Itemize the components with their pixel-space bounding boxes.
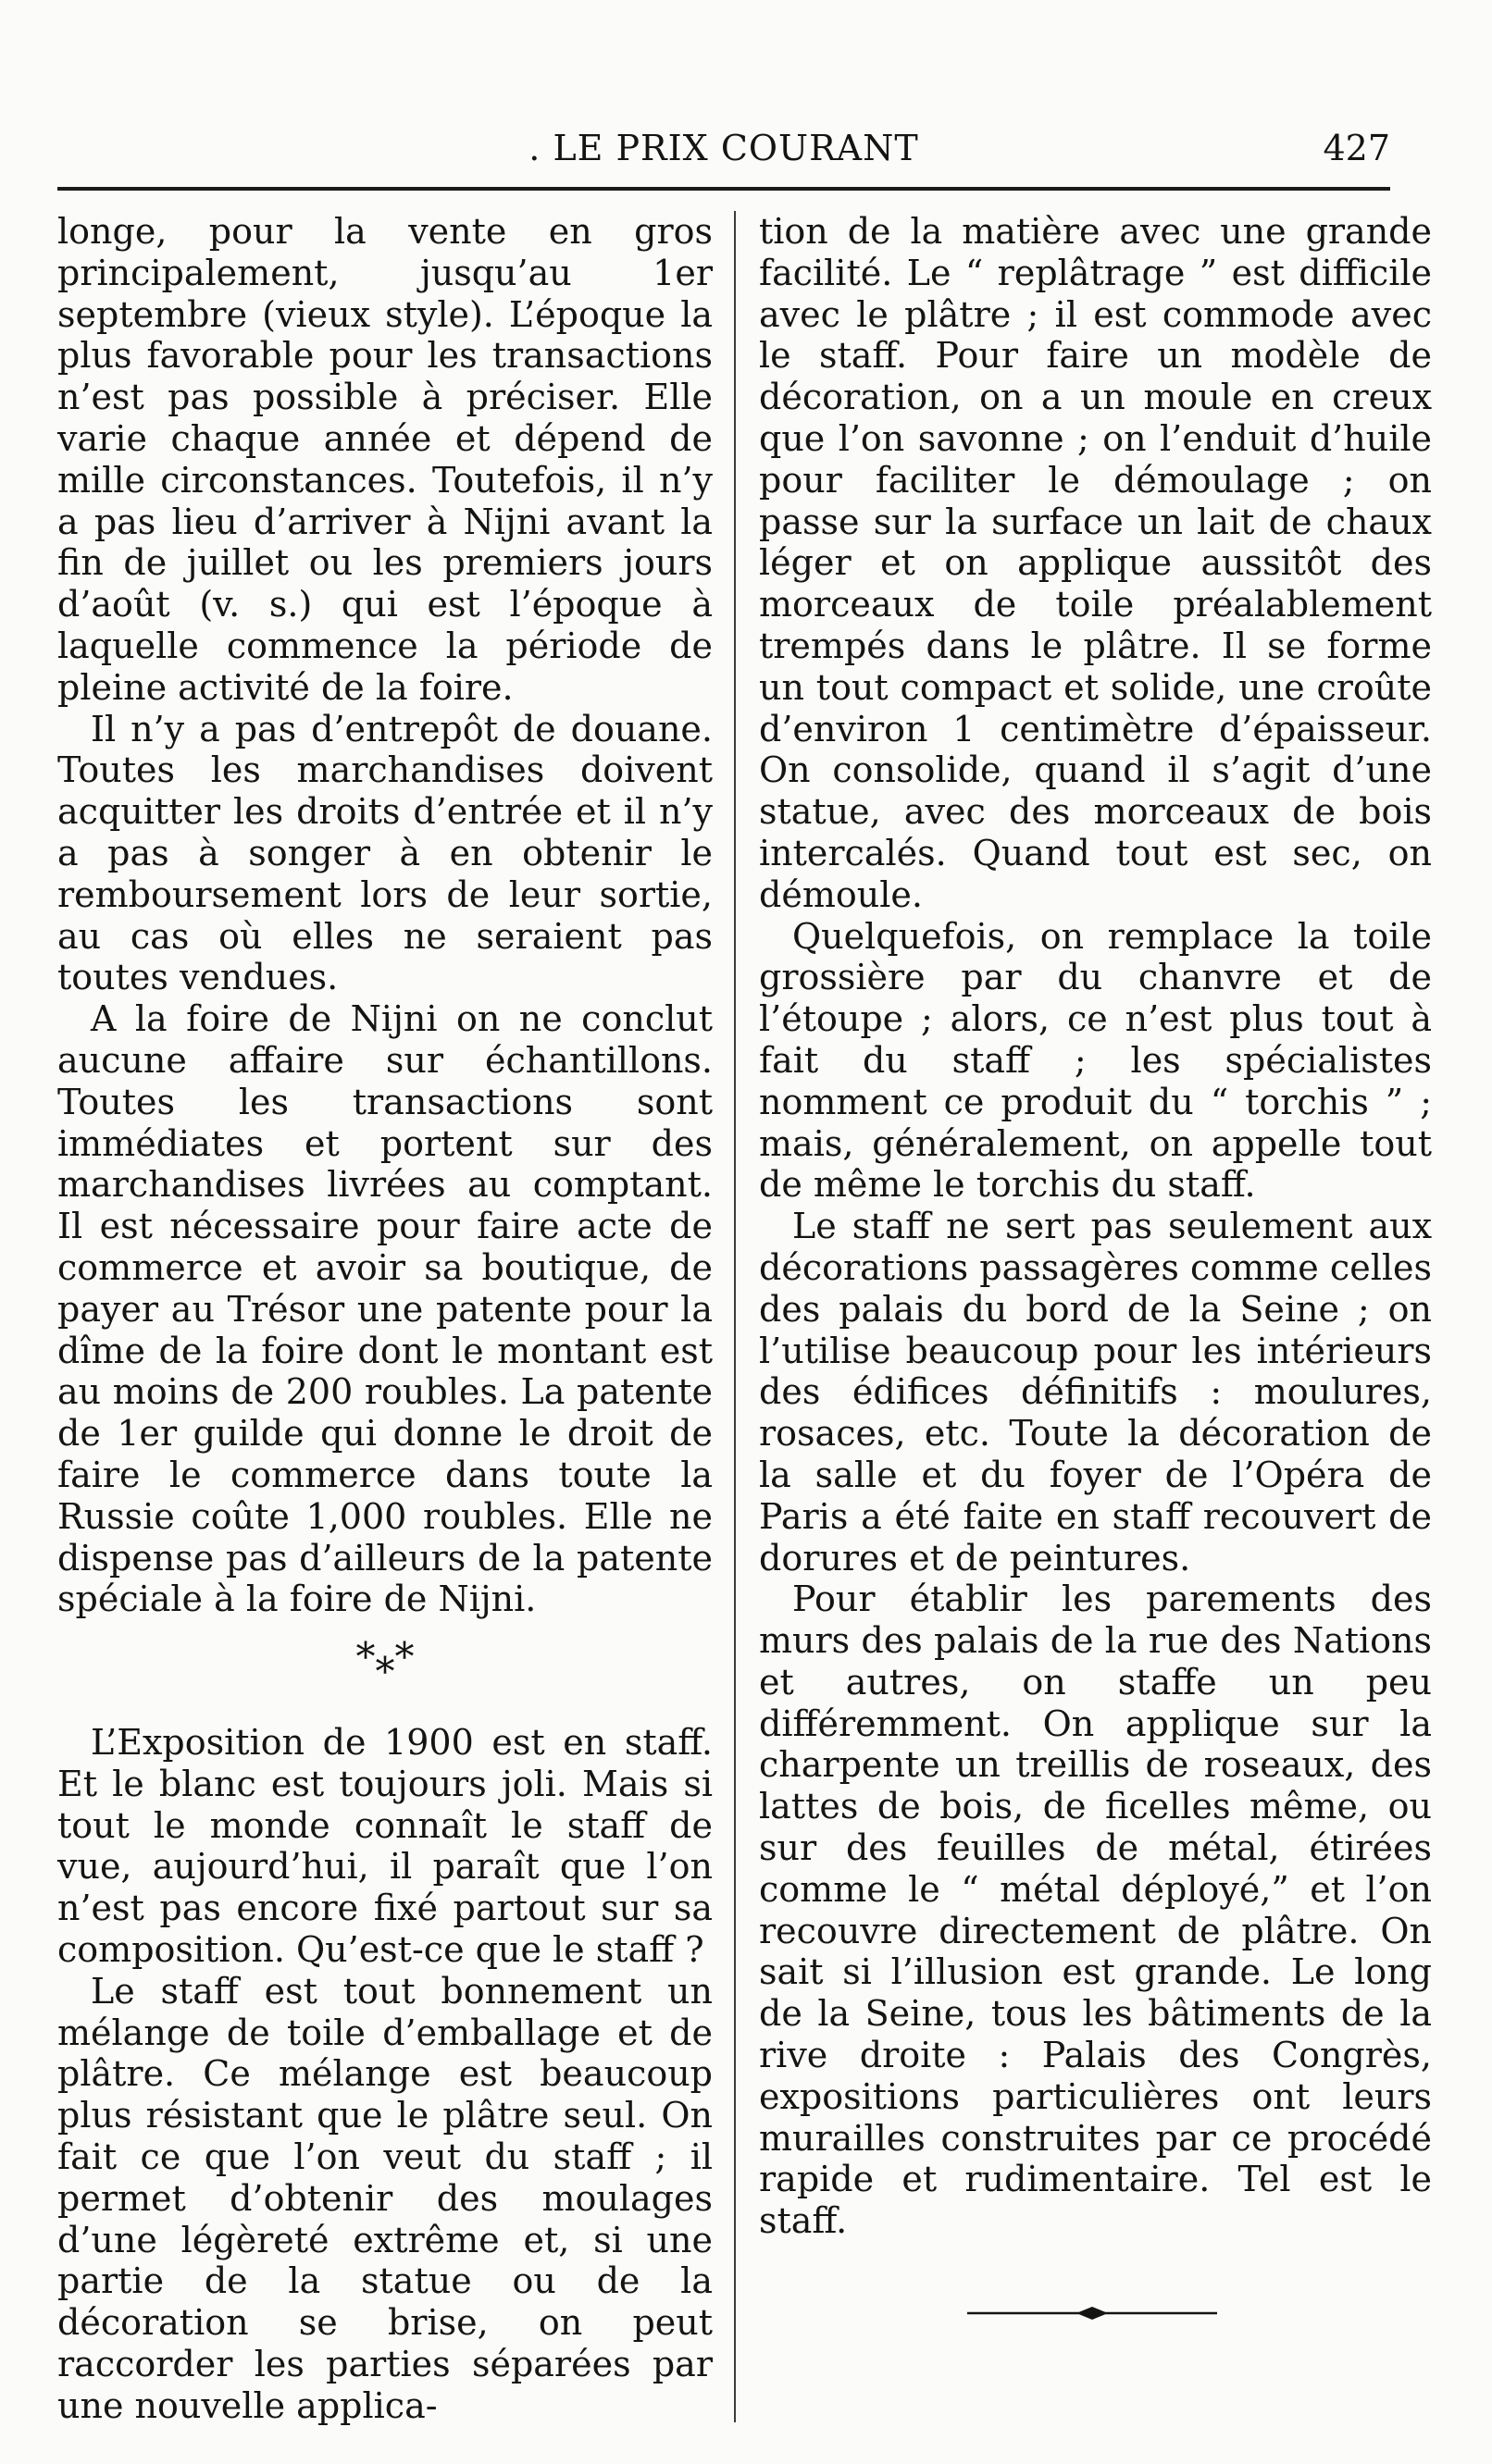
running-title: . LE PRIX COURANT: [57, 120, 1390, 176]
paragraph: L’Exposition de 1900 est en staff. Et le blanc est toujours joli. Mais si tout le monde connaît le staff de vue, aujourd’hui, il paraît que l’on n’est pas encore fixé partout sur sa composition. Qu’est-ce que le staff ?: [57, 1722, 713, 1971]
paragraph: Le staff ne sert pas seulement aux décorations passagères comme celles des palais du bord de la Seine ; on l’utilise beaucoup pour les intérieurs des édifices définitifs : moulures, rosaces, etc. Toute la décoration de la salle et du foyer de l’Opéra de Paris a été faite en staff recouvert de dorures et de peintures.: [759, 1206, 1432, 1579]
separator-star: *: [355, 1634, 376, 1680]
header-rule: [57, 187, 1390, 191]
column-divider: [734, 211, 736, 2422]
paragraph: Le staff est tout bonnement un mélange de toile d’emballage et de plâtre. Ce mélange est beaucoup plus résistant que le plâtre seul. On fait ce que l’on veut du staff ; il permet d’obtenir des moulages d’une légèreté extrême et, si une partie de la statue ou de la décoration se brise, on peut raccorder les parties séparées par une nouvelle applica-: [57, 1970, 713, 2426]
page-number: 427: [1323, 128, 1390, 168]
paragraph: Pour établir les parements des murs des palais de la rue des Nations et autres, on staffe un peu différemment. On applique sur la charpente un treillis de roseaux, des lattes de bois, de ficelles même, ou sur des feuilles de métal, étirées comme le “ métal déployé,” et l’on recouvre directement de plâtre. On sait si l’illusion est grande. Le long de la Seine, tous les bâtiments de la rive droite : Palais des Congrès, expositions particulières ont leurs murailles construites par ce procédé rapide et rudimentaire. Tel est le staff.: [759, 1579, 1432, 2242]
separator-star: *: [394, 1634, 415, 1680]
separator-star: *: [375, 1649, 395, 1695]
paragraph: tion de la matière avec une grande facilité. Le “ replâtrage ” est difficile avec le plâtre ; il est commode avec le staff. Pour faire un modèle de décoration, on a un moule en creux que l’on savonne ; on l’enduit d’huile pour faciliter le démoulage ; on passe sur la surface un lait de chaux léger et on applique aussitôt des morceaux de toile préalablement trempés dans le plâtre. Il se forme un tout compact et solide, une croûte d’environ 1 centimètre d’épaisseur. On consolide, quand il s’agit d’une statue, avec des morceaux de bois intercalés. Quand tout est sec, on démoule.: [759, 211, 1432, 915]
paragraph: longe, pour la vente en gros principalement, jusqu’au 1er septembre (vieux style). L’époque la plus favorable pour les transactions n’est pas possible à préciser. Elle varie chaque année et dépend de mille circonstances. Toutefois, il n’y a pas lieu d’arriver à Nijni avant la fin de juillet ou les premiers jours d’août (v. s.) qui est l’époque à laquelle commence la période de pleine activité de la foire.: [57, 211, 713, 708]
section-separator: [57, 1620, 713, 1722]
page-header: [57, 120, 1390, 176]
left-column: [57, 211, 713, 2427]
paragraph: A la foire de Nijni on ne conclut aucune affaire sur échantillons. Toutes les transactions sont immédiates et portent sur des marchandises livrées au comptant. Il est nécessaire pour faire acte de commerce et avoir sa boutique, de payer au Trésor une patente pour la dîme de la foire dont le montant est au moins de 200 roubles. La patente de 1er guilde qui donne le droit de faire le commerce dans toute la Russie coûte 1,000 roubles. Elle ne dispense pas d’ailleurs de la patente spéciale à la foire de Nijni.: [57, 998, 713, 1620]
paragraph: Il n’y a pas d’entrepôt de douane. Toutes les marchandises doivent acquitter les droits d’entrée et il n’y a pas à songer à en obtenir le remboursement lors de leur sortie, au cas où elles ne seraient pas toutes vendues.: [57, 708, 713, 998]
paragraph: Quelquefois, on remplace la toile grossière par du chanvre et de l’étoupe ; alors, ce n’est plus tout à fait du staff ; les spécialistes nomment ce produit du “ torchis ” ; mais, généralement, on appelle tout de même le torchis du staff.: [759, 915, 1432, 1206]
tailpiece-ornament: [967, 2304, 1217, 2322]
right-column: [759, 211, 1432, 2242]
